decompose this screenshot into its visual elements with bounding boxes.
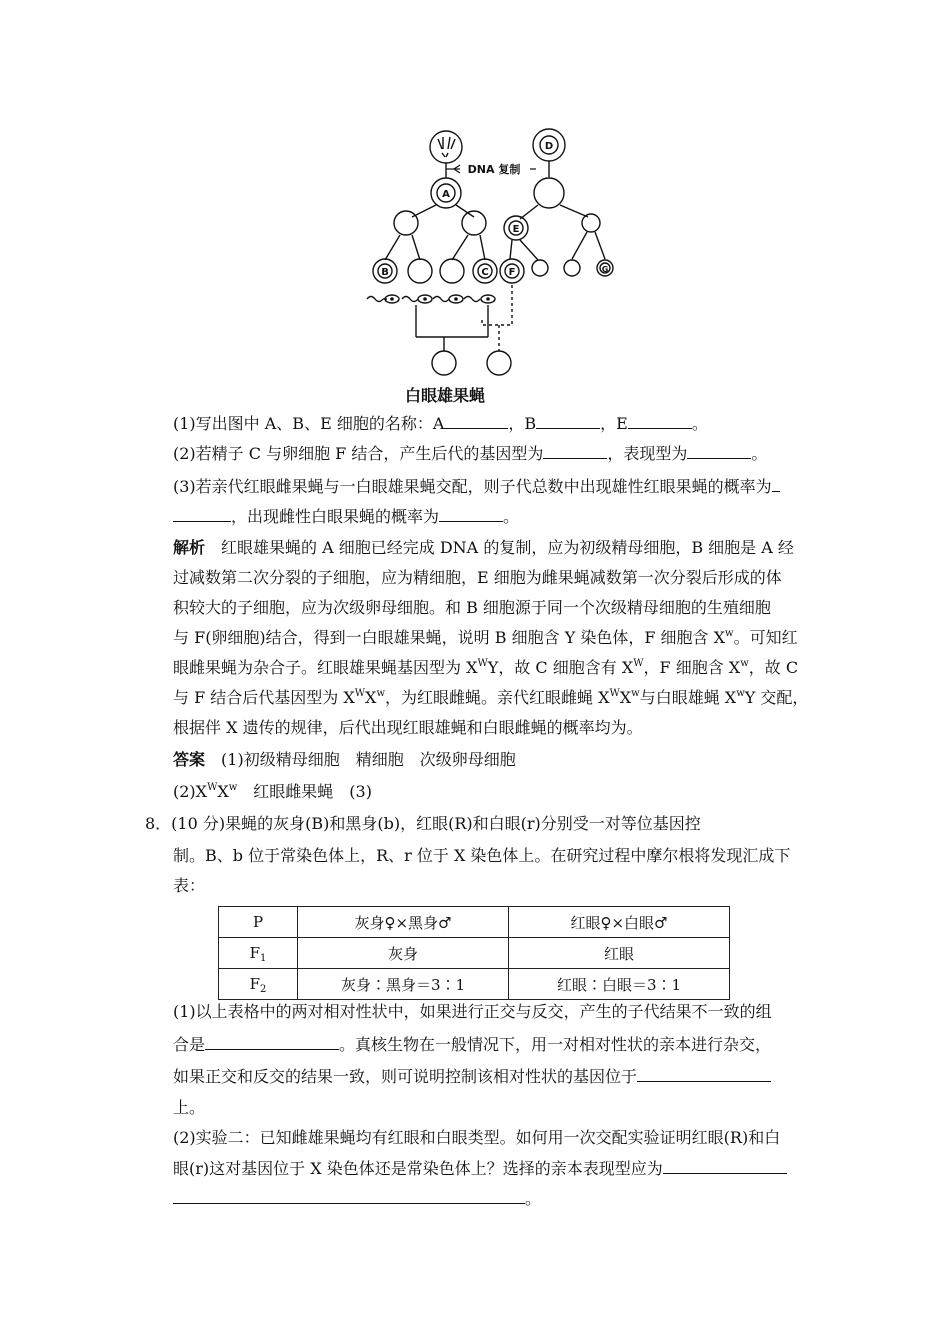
analysis-line-5: 眼雌果蝇为杂合子。红眼雄果蝇基因型为 $X^WY$，故 C 细胞含有 $X^W$，F 细胞含 $X^w$，故 C — [173, 658, 799, 677]
blank-e[interactable] — [628, 413, 692, 429]
table-row: P 灰身♀×黑身♂ 红眼♀×白眼♂ — [219, 907, 730, 938]
blank-genotype[interactable] — [543, 443, 607, 459]
label-c: C — [481, 267, 489, 278]
blank-male-red-prob[interactable] — [173, 506, 231, 522]
diagram-caption: 白眼雄果蝇 — [405, 386, 486, 405]
q8-part2-line-1: (2)实验二：已知雌雄果蝇均有红眼和白眼类型。如何用一次交配实验证明红眼(R)和白 — [173, 1128, 781, 1147]
blank-phenotype[interactable] — [687, 443, 751, 459]
second-polar-body-2 — [564, 260, 580, 276]
dna-replication-label: DNA 复制 — [467, 163, 521, 176]
q8-line-1: 8．(10 分)果蝇的灰身(B)和黑身(b)，红眼(R)和白眼(r)分别受一对等位基因控 — [145, 814, 701, 833]
blank-parent-phenotype[interactable] — [663, 1158, 787, 1174]
q8-part1-line-4: 上。 — [173, 1098, 206, 1117]
label-d: D — [544, 141, 554, 152]
analysis-line-7: 根据伴 X 遗传的规律，后代出现红眼雄蝇和白眼雌蝇的概率均为。 — [173, 718, 643, 737]
label-f: F — [508, 267, 516, 278]
label-e: E — [512, 224, 520, 235]
answer-line-1: 答案 (1)初级精母细胞 精细胞 次级卵母细胞 — [173, 750, 516, 769]
label-b: B — [381, 267, 389, 278]
offspring-unknown — [487, 351, 511, 375]
q8-part1-line-1: (1)以上表格中的两对相对性状中，如果进行正交与反交，产生的子代结果不一致的组 — [173, 1002, 772, 1021]
label-g: G — [601, 265, 609, 274]
q8-part2-line-2: 眼(r)这对基因位于 X 染色体还是常染色体上？选择的亲本表现型应为 — [173, 1158, 787, 1179]
offspring-white-eye-male — [432, 351, 456, 375]
sperm-2 — [402, 297, 418, 302]
analysis-line-3: 积较大的子细胞，应为次级卵母细胞。和 B 细胞源于同一个次级精母细胞的生殖细胞 — [173, 598, 771, 617]
table-row: $F_2$ 灰身∶黑身＝3∶1 红眼∶白眼＝3∶1 — [219, 969, 730, 1000]
blank-gene-location[interactable] — [637, 1066, 771, 1082]
analysis-line-6: 与 F 结合后代基因型为 $X^WX^w$，为红眼雌蝇。亲代红眼雌蝇 $X^WX^w$与白眼雄蝇 $X^wY$ 交配， — [173, 688, 809, 707]
analysis-line-4: 与 F(卵细胞)结合，得到一白眼雄果蝇，说明 B 细胞含 Y 染色体，F 细胞含 $X^w$。可知红 — [173, 628, 798, 647]
blank-b[interactable] — [536, 413, 600, 429]
hybridization-table — [218, 906, 730, 1000]
q8-part1-line-3: 如果正交和反交的结果一致，则可说明控制该相对性状的基因位于 — [173, 1066, 771, 1087]
analysis-label: 解析 — [173, 538, 206, 557]
q8-line-2: 制。B、b 位于常染色体上，R、r 位于 X 染色体上。在研究过程中摩尔根将发现汇成下 — [173, 846, 791, 865]
secondary-spermatocyte-right — [462, 211, 486, 235]
spermatid-2 — [408, 259, 432, 283]
blank-combination[interactable] — [205, 1034, 339, 1050]
analysis-line-1: 解析 红眼雄果蝇的 A 细胞已经完成 DNA 的复制，应为初级精母细胞，B 细胞是 A 经 — [173, 538, 794, 557]
q7-part1: (1)写出图中 A、B、E 细胞的名称：A ，B ，E 。 — [173, 414, 708, 433]
table-row: $F_1$ 灰身 红眼 — [219, 938, 730, 969]
meiosis-pedigree-diagram — [360, 125, 630, 383]
blank-female-white-prob[interactable] — [439, 506, 503, 522]
sperm-c — [464, 297, 480, 302]
q8-part2-line-3: 。 — [173, 1188, 541, 1209]
q8-part1-line-2: 合是 。真核生物在一般情况下，用一对相对性状的亲本进行杂交， — [173, 1035, 772, 1054]
answer-line-2: $(2)X^WX^w$ 红眼雌果蝇 (3) — [173, 782, 372, 801]
first-polar-body — [582, 214, 600, 232]
sperm-b — [367, 297, 387, 302]
q7-part2: (2)若精子 C 与卵细胞 F 结合，产生后代的基因型为 ，表现型为 。 — [173, 444, 768, 463]
parent-male-nucleus — [430, 131, 462, 163]
sperm-3 — [433, 297, 449, 302]
q7-part3: (3)若亲代红眼雌果蝇与一白眼雄果蝇交配，则子代总数中出现雄性红眼果蝇的概率为 — [173, 476, 780, 497]
label-a: A — [442, 189, 450, 200]
primary-oocyte — [534, 178, 564, 208]
secondary-spermatocyte-left — [394, 211, 418, 235]
spermatid-3 — [440, 259, 464, 283]
q8-line-3: 表： — [173, 876, 206, 895]
second-polar-body-1 — [532, 260, 548, 276]
blank-parent-phenotype-cont[interactable] — [173, 1188, 525, 1204]
blank-a[interactable] — [444, 413, 508, 429]
analysis-line-2: 过减数第二次分裂的子细胞，应为精细胞，E 细胞为雌果蝇减数第一次分裂后形成的体 — [173, 568, 782, 587]
q7-part3-cont: ，出现雌性白眼果蝇的概率为 。 — [173, 506, 519, 527]
answer-label: 答案 — [173, 750, 206, 769]
